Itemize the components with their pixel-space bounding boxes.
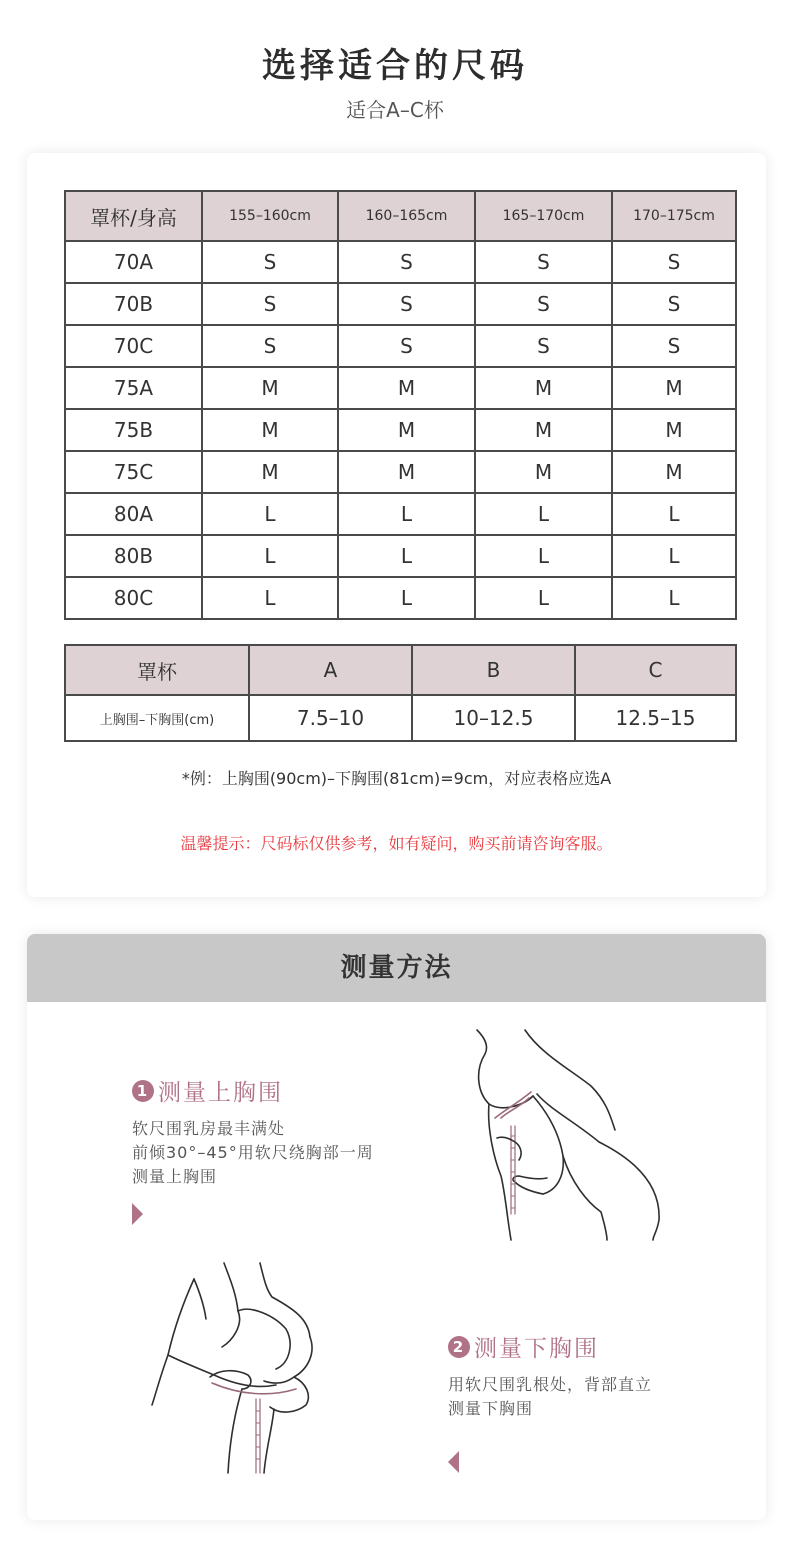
- step-line: 前倾30°–45°用软尺绕胸部一周: [132, 1143, 374, 1162]
- measure-card: [27, 934, 766, 1520]
- band-cup-cell: 75B: [65, 409, 202, 451]
- size-table-row: [65, 535, 736, 577]
- size-table-row: [65, 409, 736, 451]
- size-table-row: [65, 283, 736, 325]
- cup-row-label: 上胸围–下胸围(cm): [65, 695, 249, 741]
- size-cell: S: [475, 325, 612, 367]
- size-table-row: [65, 325, 736, 367]
- size-cell: L: [338, 535, 475, 577]
- band-cup-cell: 70A: [65, 241, 202, 283]
- size-table-row: [65, 493, 736, 535]
- size-cell: M: [202, 409, 338, 451]
- cup-table: [64, 644, 737, 742]
- size-cell: S: [612, 283, 736, 325]
- size-table-header-row: [65, 191, 736, 241]
- step-number-badge: 1: [132, 1080, 154, 1102]
- section-title: 测量方法: [27, 934, 766, 1002]
- size-cell: S: [202, 325, 338, 367]
- size-cell: M: [338, 367, 475, 409]
- band-cup-cell: 70B: [65, 283, 202, 325]
- size-cell: M: [612, 451, 736, 493]
- step-line: 测量上胸围: [132, 1167, 218, 1186]
- size-table: [64, 190, 737, 620]
- band-cup-cell: 80B: [65, 535, 202, 577]
- height-header: 165–170cm: [475, 191, 612, 241]
- step-line: 测量下胸围: [448, 1399, 534, 1418]
- step-upper-bust: [132, 1074, 374, 1225]
- step-title: 测量上胸围: [158, 1080, 283, 1106]
- size-cell: L: [475, 493, 612, 535]
- size-cell: S: [338, 283, 475, 325]
- size-cell: S: [202, 241, 338, 283]
- step-title: 测量下胸围: [474, 1336, 599, 1362]
- size-cell: M: [475, 367, 612, 409]
- size-chart-card: [27, 153, 766, 897]
- size-table-row: [65, 367, 736, 409]
- size-cell: M: [338, 409, 475, 451]
- size-cell: L: [202, 535, 338, 577]
- under-bust-illustration: [140, 1259, 370, 1474]
- page-subtitle: 适合A–C杯: [346, 98, 444, 122]
- tip-note: 温馨提示：尺码标仅供参考，如有疑问，购买前请咨询客服。: [180, 834, 613, 853]
- height-header: 160–165cm: [338, 191, 475, 241]
- size-table-corner: 罩杯/身高: [65, 191, 202, 241]
- triangle-left-icon: [448, 1451, 459, 1473]
- size-cell: L: [612, 535, 736, 577]
- size-cell: M: [612, 367, 736, 409]
- size-cell: S: [612, 241, 736, 283]
- size-cell: L: [612, 493, 736, 535]
- size-cell: L: [338, 493, 475, 535]
- band-cup-cell: 75A: [65, 367, 202, 409]
- height-header: 170–175cm: [612, 191, 736, 241]
- size-cell: S: [475, 283, 612, 325]
- band-cup-cell: 75C: [65, 451, 202, 493]
- size-cell: S: [475, 241, 612, 283]
- size-cell: M: [475, 451, 612, 493]
- triangle-right-icon: [132, 1203, 143, 1225]
- page-title: 选择适合的尺码: [262, 46, 528, 86]
- cup-value: 12.5–15: [575, 695, 736, 741]
- step-line: 用软尺围乳根处，背部直立: [448, 1375, 653, 1394]
- size-cell: M: [612, 409, 736, 451]
- size-table-row: [65, 241, 736, 283]
- size-cell: S: [338, 241, 475, 283]
- size-cell: M: [202, 367, 338, 409]
- size-cell: S: [338, 325, 475, 367]
- size-table-row: [65, 577, 736, 619]
- band-cup-cell: 70C: [65, 325, 202, 367]
- cup-letter: A: [249, 645, 412, 695]
- size-cell: M: [202, 451, 338, 493]
- size-cell: L: [338, 577, 475, 619]
- step-number-badge: 2: [448, 1336, 470, 1358]
- size-cell: L: [612, 577, 736, 619]
- band-cup-cell: 80C: [65, 577, 202, 619]
- size-cell: M: [475, 409, 612, 451]
- step-under-bust: [448, 1330, 652, 1473]
- size-cell: L: [202, 493, 338, 535]
- size-cell: L: [202, 577, 338, 619]
- step-line: 软尺围乳房最丰满处: [132, 1119, 286, 1138]
- upper-bust-illustration: [467, 1026, 667, 1241]
- size-cell: S: [612, 325, 736, 367]
- cup-header: 罩杯: [65, 645, 249, 695]
- band-cup-cell: 80A: [65, 493, 202, 535]
- size-cell: L: [475, 577, 612, 619]
- cup-table-header-row: [65, 645, 736, 695]
- cup-letter: C: [575, 645, 736, 695]
- size-cell: L: [475, 535, 612, 577]
- cup-letter: B: [412, 645, 575, 695]
- cup-value: 10–12.5: [412, 695, 575, 741]
- cup-value: 7.5–10: [249, 695, 412, 741]
- cup-table-row: [65, 695, 736, 741]
- height-header: 155–160cm: [202, 191, 338, 241]
- size-cell: S: [202, 283, 338, 325]
- example-note: *例：上胸围(90cm)–下胸围(81cm)=9cm，对应表格应选A: [181, 769, 612, 788]
- size-cell: M: [338, 451, 475, 493]
- size-table-row: [65, 451, 736, 493]
